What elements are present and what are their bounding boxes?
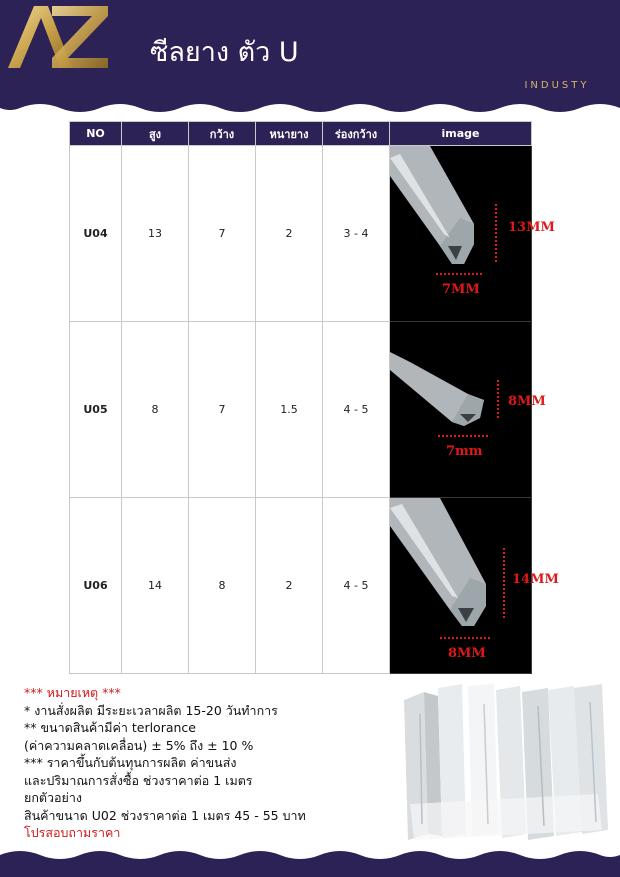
width-dimension-label: 7mm — [446, 444, 483, 459]
cell-height: 8 — [122, 322, 189, 498]
width-dimension-label: 7MM — [442, 282, 480, 297]
cell-groove: 4 - 5 — [323, 322, 390, 498]
col-header-groove: ร่องกว้าง — [323, 122, 390, 146]
note-contact: โปรสอบถามราคา — [24, 825, 121, 840]
cell-thickness: 2 — [256, 146, 323, 322]
cell-width: 7 — [189, 146, 256, 322]
note-line: *** ราคาขึ้นกับต้นทุนการผลิต ค่าขนส่ง — [24, 755, 237, 770]
cell-width: 8 — [189, 498, 256, 674]
note-line: (ค่าความคลาดเคลื่อน) ± 5% ถึง ± 10 % — [24, 737, 254, 753]
notes-heading: *** หมายเหตุ *** — [24, 685, 121, 700]
cell-height: 14 — [122, 498, 189, 674]
product-image-u04 — [390, 146, 555, 322]
table-row — [70, 322, 532, 498]
header-banner — [0, 0, 620, 130]
product-image-u05 — [390, 322, 546, 498]
u-seal-image — [390, 322, 532, 497]
width-dimension-label: 8MM — [448, 646, 486, 661]
height-dimension-label: 14MM — [512, 572, 559, 587]
table-header-row — [70, 122, 532, 146]
spec-table — [69, 121, 559, 674]
col-header-width: กว้าง — [189, 122, 256, 146]
logo-subtext: INDUSTY — [524, 80, 590, 91]
cell-groove: 3 - 4 — [323, 146, 390, 322]
table-row — [70, 498, 532, 674]
height-dimension-label: 13MM — [508, 220, 555, 235]
cell-thickness: 2 — [256, 498, 323, 674]
product-photo — [398, 684, 612, 842]
cell-width: 7 — [189, 322, 256, 498]
cell-height: 13 — [122, 146, 189, 322]
cell-no: U04 — [70, 146, 122, 322]
height-dimension-label: 8MM — [508, 394, 546, 409]
az-logo-icon — [0, 0, 115, 100]
note-line: * งานสั่งผลิต มีระยะเวลาผลิต 15-20 วันทำการ — [24, 702, 278, 718]
cell-no: U05 — [70, 322, 122, 498]
notes-section — [24, 684, 404, 842]
note-line: สินค้าขนาด U02 ช่วงราคาต่อ 1 เมตร 45 - 55 บาท — [24, 807, 306, 823]
note-line: ยกตัวอย่าง — [24, 790, 82, 805]
note-line: ** ขนาดสินค้ามีค่า terlorance — [24, 720, 196, 735]
note-line: และปริมาณการสั่งซื้อ ช่วงราคาต่อ 1 เมตร — [24, 772, 253, 788]
col-header-thickness: หนายาง — [256, 122, 323, 146]
col-header-height: สูง — [122, 122, 189, 146]
page-title: ซีลยาง ตัว U — [150, 37, 299, 68]
col-header-no: NO — [70, 122, 122, 146]
cell-thickness: 1.5 — [256, 322, 323, 498]
cell-no: U06 — [70, 498, 122, 674]
product-image-u06 — [390, 498, 559, 674]
cell-groove: 4 - 5 — [323, 498, 390, 674]
footer-wave-bg — [0, 845, 620, 877]
col-header-image: image — [390, 122, 532, 146]
table-row — [70, 146, 532, 322]
